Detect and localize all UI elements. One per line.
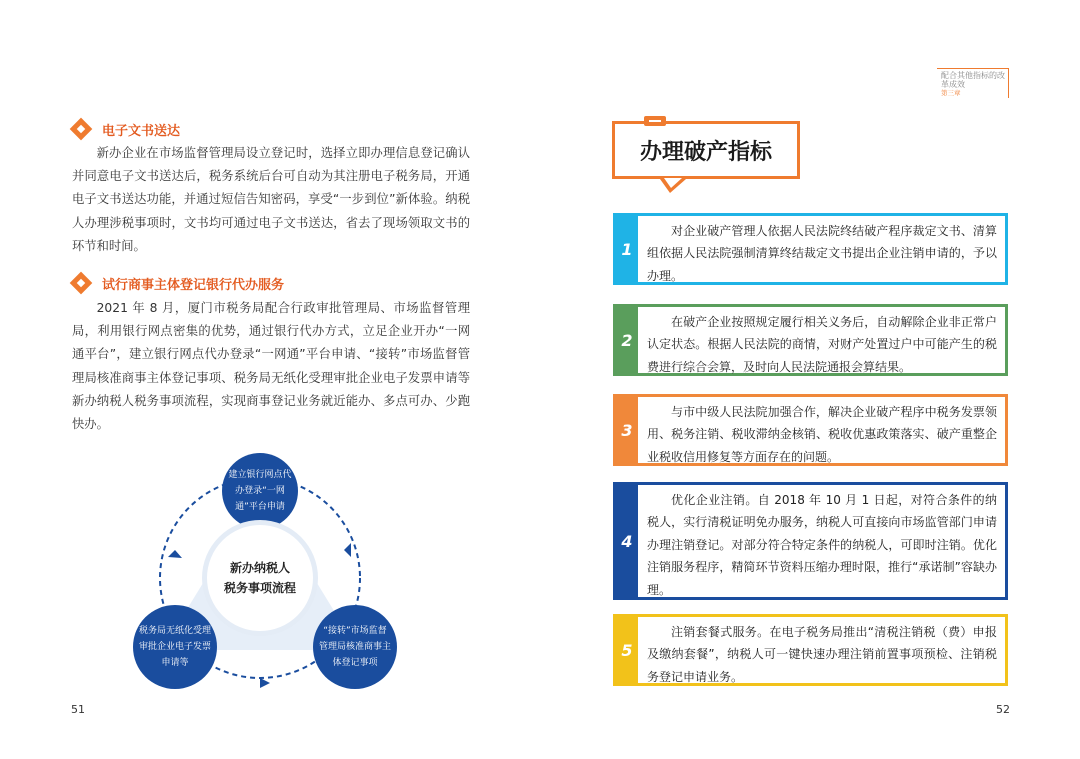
section-body-e-document bbox=[72, 142, 470, 258]
chapter-title: 配合其他指标的改革成效 bbox=[941, 71, 1005, 89]
paragraph: 2021 年 8 月，厦门市税务局配合行政审批管理局、市场监督管理局，利用银行网点密集的优势，通过银行代办方式，立足企业开办“一网通平台”，建立银行网点代办登录“一网通”平台申请、“接转”市场监督管理局核准商事主体登记事项、税务局无纸化受理审批企业电子发票申请等新办纳税人税务事项流程，实现商事登记业务就近能办、多点可办、少跑快办。 bbox=[72, 301, 470, 432]
measure-card bbox=[613, 482, 1008, 600]
page-number-right: 52 bbox=[996, 703, 1010, 716]
page-title: 办理破产指标 bbox=[612, 121, 800, 179]
card-text bbox=[638, 485, 1005, 597]
section-title: 试行商事主体登记银行代办服务 bbox=[102, 277, 285, 293]
card-paragraph: 注销套餐式服务。在电子税务局推出“清税注销税（费）申报及缴纳套餐”，纳税人可一键快速办理注销前置事项预检、注销税务登记申请业务。 bbox=[647, 625, 997, 684]
measure-card bbox=[613, 394, 1008, 466]
card-text bbox=[638, 307, 1005, 373]
section-heading-bank-agency bbox=[70, 272, 284, 294]
diamond-bullet-icon bbox=[70, 272, 92, 294]
arrow-head-icon bbox=[168, 550, 182, 558]
card-text bbox=[638, 617, 1005, 683]
card-number: 5 bbox=[616, 617, 638, 683]
card-paragraph: 优化企业注销。自 2018 年 10 月 1 日起，对符合条件的纳税人，实行清税证明免办服务，纳税人可直接向市场监管部门申请办理注销登记。对部分符合特定条件的纳税人，可即时注销。优化注销服务程序，精简环节资料压缩办理时限，推行“承诺制”容缺办理。 bbox=[647, 493, 997, 597]
section-title: 电子文书送达 bbox=[102, 123, 181, 139]
paragraph: 新办企业在市场监督管理局设立登记时，选择立即办理信息登记确认并同意电子文书送达后，税务系统后台可自动为其注册电子税务局，开通电子文书送达功能，并通过短信告知密码，享受“一步到位”新体验。纳税人办理涉税事项时，文书均可通过电子文书送达，省去了现场领取文书的环节和时间。 bbox=[72, 146, 470, 253]
center-line-1: 新办纳税人 bbox=[229, 561, 290, 575]
card-number: 1 bbox=[616, 216, 638, 282]
node-e-invoice: 税务局无纸化受理审批企业电子发票申请等 bbox=[133, 605, 217, 689]
process-diagram bbox=[120, 455, 440, 705]
card-text bbox=[638, 216, 1005, 282]
card-text bbox=[638, 397, 1005, 463]
card-number: 2 bbox=[616, 307, 638, 373]
chapter-label bbox=[937, 68, 1009, 98]
center-line-2: 税务事项流程 bbox=[223, 581, 296, 595]
chapter-sub: 第三章 bbox=[941, 89, 961, 97]
card-paragraph: 在破产企业按照规定履行相关义务后，自动解除企业非正常户认定状态。根据人民法院的商情，对财产处置过户中可能产生的税费进行综合会算，及时向人民法院通报会算结果。 bbox=[647, 315, 997, 374]
arrow-head-icon bbox=[344, 543, 351, 557]
section-tab-icon bbox=[644, 116, 666, 126]
arrow-head-icon bbox=[260, 678, 270, 688]
measure-card bbox=[613, 614, 1008, 686]
diamond-bullet-icon bbox=[70, 118, 92, 140]
measure-card bbox=[613, 304, 1008, 376]
diagram-center-label bbox=[207, 525, 313, 631]
card-number: 3 bbox=[616, 397, 638, 463]
title-pointer-inner bbox=[664, 178, 682, 188]
section-heading-e-document bbox=[70, 118, 180, 140]
section-body-bank-agency bbox=[72, 297, 470, 436]
card-number: 4 bbox=[616, 485, 638, 597]
node-registration-transfer: “接转”市场监督管理局核准商事主体登记事项 bbox=[313, 605, 397, 689]
page-number-left: 51 bbox=[71, 703, 85, 716]
measure-card bbox=[613, 213, 1008, 285]
card-paragraph: 与市中级人民法院加强合作，解决企业破产程序中税务发票领用、税务注销、税收滞纳金核销、税收优惠政策落实、破产重整企业税收信用修复等方面存在的问题。 bbox=[647, 405, 997, 464]
node-bank-apply: 建立银行网点代办登录“一网通”平台申请 bbox=[222, 453, 298, 529]
card-paragraph: 对企业破产管理人依据人民法院终结破产程序裁定文书、清算组依据人民法院强制清算终结裁定文书提出企业注销申请的，予以办理。 bbox=[647, 224, 997, 283]
